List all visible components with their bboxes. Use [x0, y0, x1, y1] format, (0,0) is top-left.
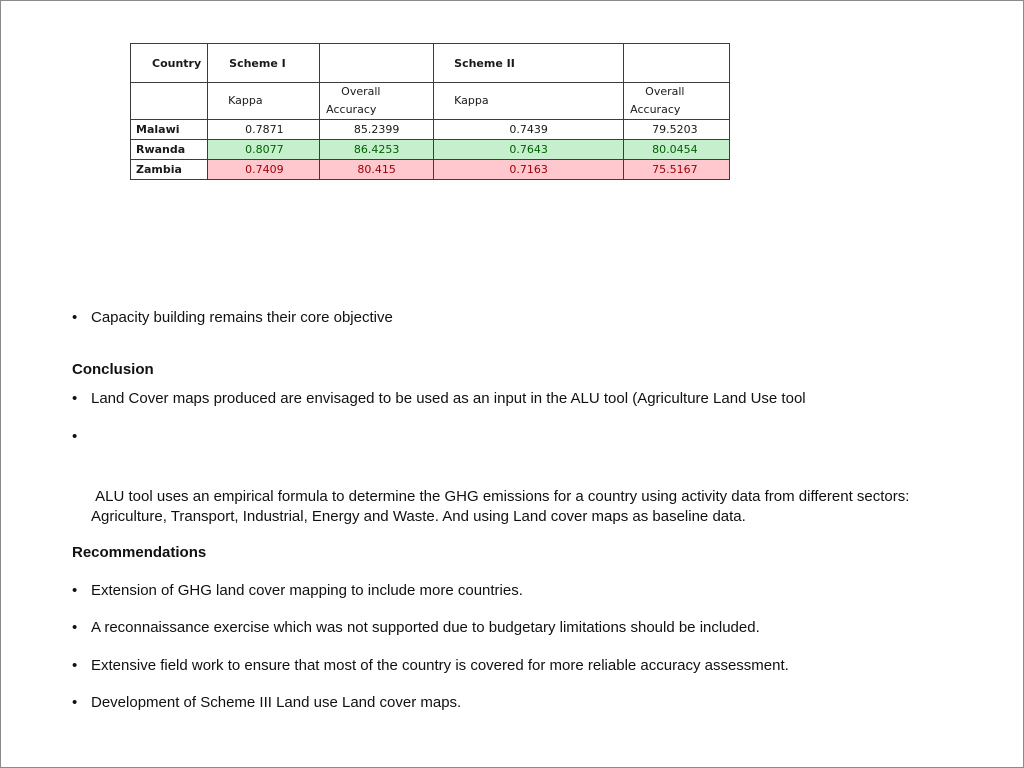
country-cell: Rwanda [131, 140, 208, 160]
recommendation-bullet-text: Development of Scheme III Land use Land cover maps. [91, 694, 462, 711]
conclusion-bullet [72, 389, 942, 409]
subheader-kappa-1: Kappa [208, 83, 320, 120]
country-cell: Zambia [131, 160, 208, 180]
table-row-rwanda [131, 140, 730, 160]
header-blank-2 [624, 44, 730, 83]
recommendation-bullet-text: A reconnaissance exercise which was not supported due to budgetary limitations should be included. [91, 619, 760, 636]
recommendation-bullet-text: Extensive field work to ensure that most of the country is covered for more reliable accuracy assessment. [91, 657, 789, 674]
subheader-blank [131, 83, 208, 120]
bullet-dot: • [72, 657, 78, 674]
header-blank-1 [320, 44, 434, 83]
table-row-malawi [131, 120, 730, 140]
recommendation-bullet [72, 581, 942, 601]
subheader-accuracy-2-line2: Accuracy [630, 103, 681, 116]
scheme1-accuracy-cell: 85.2399 [320, 120, 434, 140]
accuracy-table [130, 43, 730, 180]
subheader-accuracy-1-line1: Overall [341, 85, 381, 98]
scheme1-kappa-cell: 0.7409 [208, 160, 320, 180]
scheme2-accuracy-cell: 80.0454 [624, 140, 730, 160]
table-row-zambia [131, 160, 730, 180]
bullet-dot: • [72, 619, 78, 636]
recommendation-bullet [72, 693, 942, 713]
recommendation-bullet [72, 618, 942, 638]
conclusion-heading: Conclusion [72, 361, 154, 378]
intro-bullet [72, 308, 942, 328]
scheme2-kappa-cell: 0.7643 [434, 140, 624, 160]
conclusion-bullet-text: Land Cover maps produced are envisaged to be used as an input in the ALU tool (Agriculture Land Use tool [91, 390, 806, 407]
subheader-accuracy-2-line1: Overall [645, 85, 685, 98]
bullet-dot: • [72, 390, 78, 407]
scheme1-kappa-cell: 0.8077 [208, 140, 320, 160]
scheme1-kappa-cell: 0.7871 [208, 120, 320, 140]
subheader-accuracy-2 [624, 83, 730, 120]
header-scheme-2: Scheme II [434, 44, 624, 83]
intro-bullet-text: Capacity building remains their core objective [91, 309, 393, 326]
header-scheme-1: Scheme I [208, 44, 320, 83]
recommendations-heading: Recommendations [72, 544, 207, 561]
scheme1-accuracy-cell: 86.4253 [320, 140, 434, 160]
subheader-accuracy-1 [320, 83, 434, 120]
scheme1-accuracy-cell: 80.415 [320, 160, 434, 180]
bullet-dot: • [72, 694, 78, 711]
scheme2-accuracy-cell: 79.5203 [624, 120, 730, 140]
subheader-kappa-2: Kappa [434, 83, 624, 120]
scheme2-accuracy-cell: 75.5167 [624, 160, 730, 180]
table-header-row [131, 44, 730, 83]
header-country: Country [131, 44, 208, 83]
country-cell: Malawi [131, 120, 208, 140]
bullet-dot: • [72, 428, 78, 445]
conclusion-bullet-text: ALU tool uses an empirical formula to determine the GHG emissions for a country using activity data from different sectors: Agriculture, Transport, Industrial, Energy and Waste. And using Land cover maps as baseline data. [91, 488, 913, 525]
bullet-dot: • [72, 309, 78, 326]
bullet-dot: • [72, 582, 78, 599]
scheme2-kappa-cell: 0.7163 [434, 160, 624, 180]
recommendation-bullet-text: Extension of GHG land cover mapping to include more countries. [91, 582, 523, 599]
scheme2-kappa-cell: 0.7439 [434, 120, 624, 140]
recommendation-bullet [72, 656, 942, 676]
table-subheader-row [131, 83, 730, 120]
subheader-accuracy-1-line2: Accuracy [326, 103, 377, 116]
